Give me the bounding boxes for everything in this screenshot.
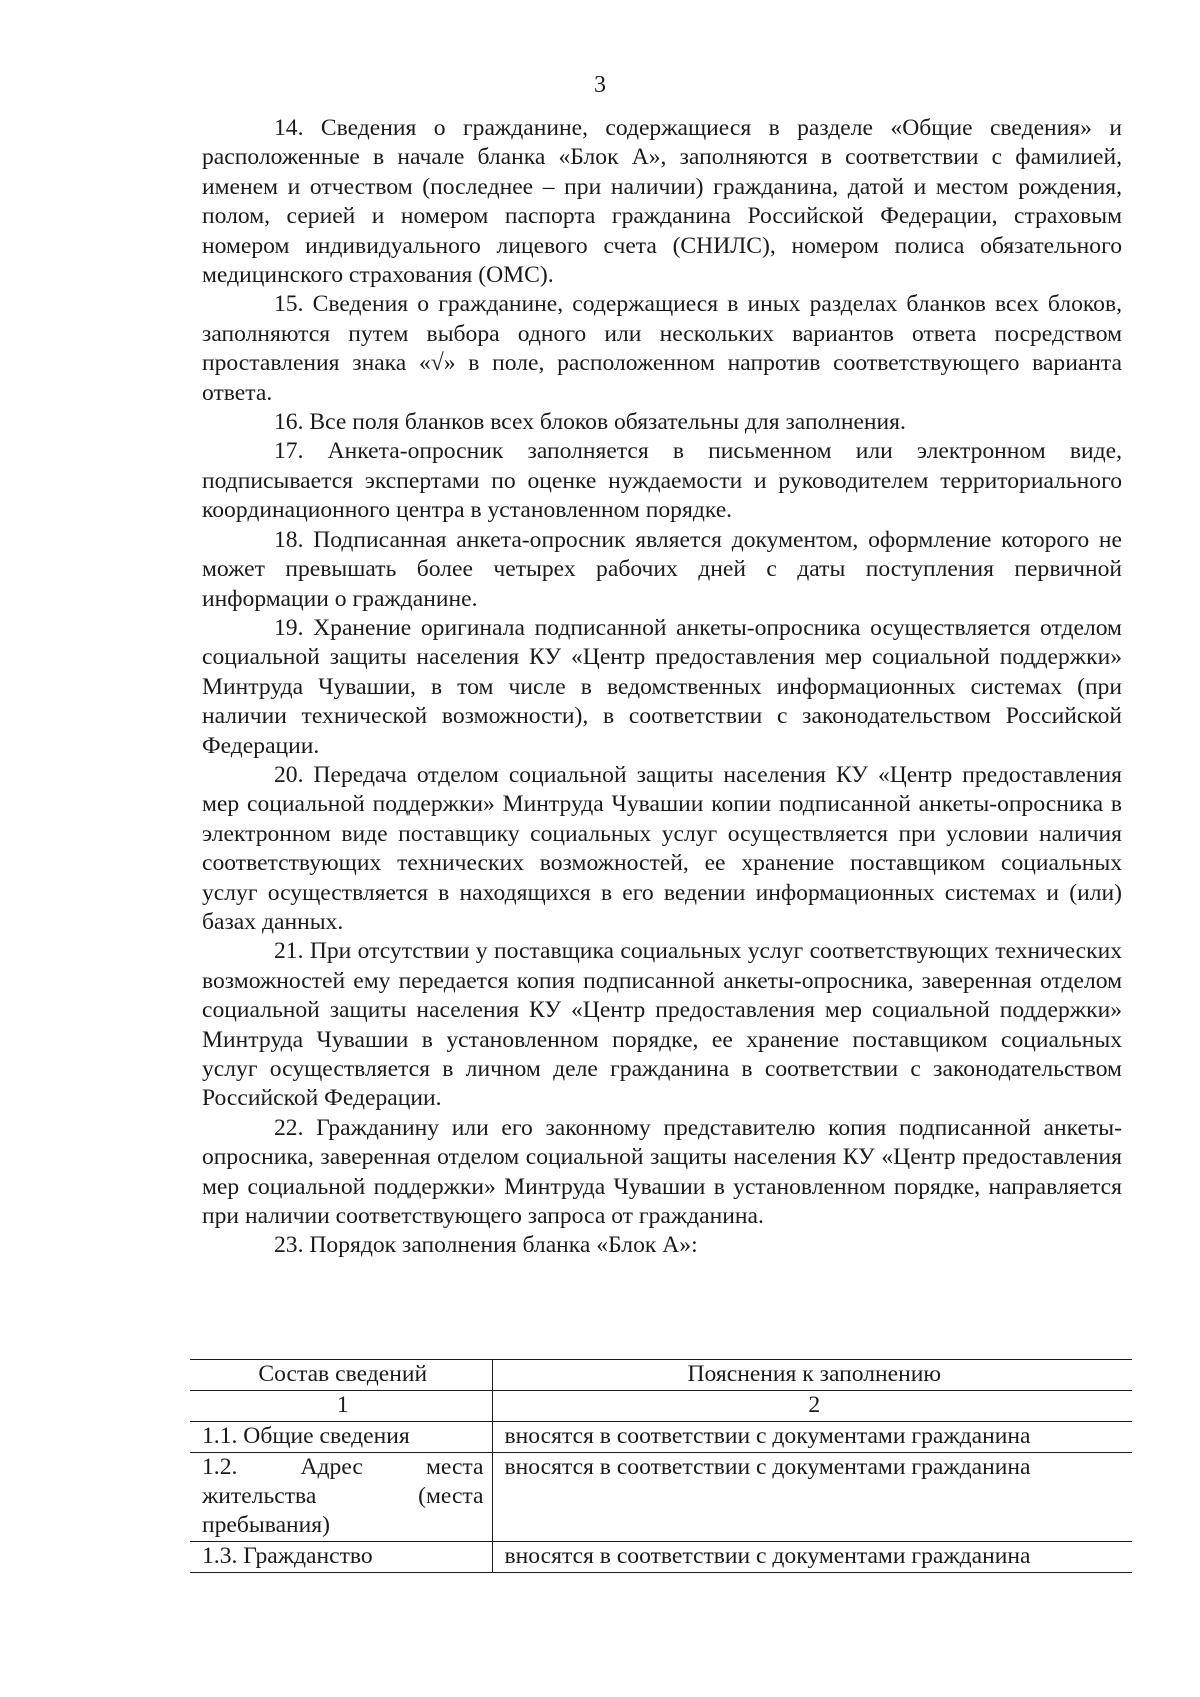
table-header-row [190,1360,1132,1391]
paragraph-22: 22. Гражданину или его законному представителю копия подписанной анкеты-опросника, заверенная отделом социальной защиты населения КУ «Центр предоставления мер социальной поддержки» Минтруда Чувашии в установленном порядке, направляется при наличии соответствующего запроса от гражданина. [202,1114,1122,1230]
table-row [190,1542,1132,1573]
paragraph-17: 17. Анкета-опросник заполняется в письменном или электронном виде, подписывается экспертами по оценке нуждаемости и руководителем территориального координационного центра в установленном порядке. [202,438,1122,524]
paragraph-16: 16. Все поля бланков всех блоков обязательны для заполнения. [274,409,906,436]
table-column-number: 2 [492,1391,1132,1422]
paragraph-20: 20. Передача отделом социальной защиты населения КУ «Центр предоставления мер социальной поддержки» Минтруда Чувашии копии подписанной анкеты-опросника в электронном виде поставщику социальных услуг осуществляется при условии наличия соответствующих технических возможностей, ее хранение поставщиком социальных услуг осуществляется в находящихся в его ведении информационных системах и (или) базах данных. [202,761,1122,935]
table-cell: 1.2. Адрес места жительства (места пребывания) [190,1453,492,1542]
paragraph-14: 14. Сведения о гражданине, содержащиеся в разделе «Общие сведения» и расположенные в начале бланка «Блок А», заполняются в соответствии с фамилией, именем и отчеством (последнее – при наличии) гражданина, датой и местом рождения, полом, серией и номером паспорта гражданина Российской Федерации, страховым номером индивидуального лицевого счета (СНИЛС), номером полиса обязательного медицинского страхования (ОМС). [202,115,1122,289]
page-number: 3 [594,72,606,98]
paragraph-21: 21. При отсутствии у поставщика социальных услуг соответствующих технических возможностей ему передается копия подписанной анкеты-опросника, заверенная отделом социальной защиты населения КУ «Центр предоставления мер социальной поддержки» Минтруда Чувашии в установленном порядке, ее хранение поставщиком социальных услуг осуществляется в личном деле гражданина в соответствии с законодательством Российской Федерации. [202,938,1122,1112]
table-column-number-row [190,1391,1132,1422]
block-a-fill-table [190,1359,1132,1573]
block-a-table-container [190,1359,1132,1573]
document-body [202,114,1122,1261]
table-header-cell: Пояснения к заполнению [492,1360,1132,1391]
table-column-number: 1 [190,1391,492,1422]
table-row [190,1422,1132,1453]
paragraph-15: 15. Сведения о гражданине, содержащиеся в иных разделах бланков всех блоков, заполняются путем выбора одного или нескольких вариантов ответа посредством проставления знака «√» в поле, расположенном напротив соответствующего варианта ответа. [202,291,1122,406]
table-cell: вносятся в соответствии с документами гражданина [492,1453,1132,1542]
table-header-cell: Состав сведений [190,1360,492,1391]
paragraph-19: 19. Хранение оригинала подписанной анкеты-опросника осуществляется отделом социальной защиты населения КУ «Центр предоставления мер социальной поддержки» Минтруда Чувашии, в том числе в ведомственных информационных системах (при наличии технической возможности), в соответствии с законодательством Российской Федерации. [202,614,1122,759]
table-cell: 1.3. Гражданство [190,1542,492,1573]
paragraph-23: 23. Порядок заполнения бланка «Блок А»: [274,1232,698,1259]
table-cell: вносятся в соответствии с документами гражданина [492,1422,1132,1453]
table-row [190,1453,1132,1542]
table-cell: вносятся в соответствии с документами гражданина [492,1542,1132,1573]
table-cell: 1.1. Общие сведения [190,1422,492,1453]
paragraph-18: 18. Подписанная анкета-опросник является документом, оформление которого не может превышать более четырех рабочих дней с даты поступления первичной информации о гражданине. [202,526,1122,612]
